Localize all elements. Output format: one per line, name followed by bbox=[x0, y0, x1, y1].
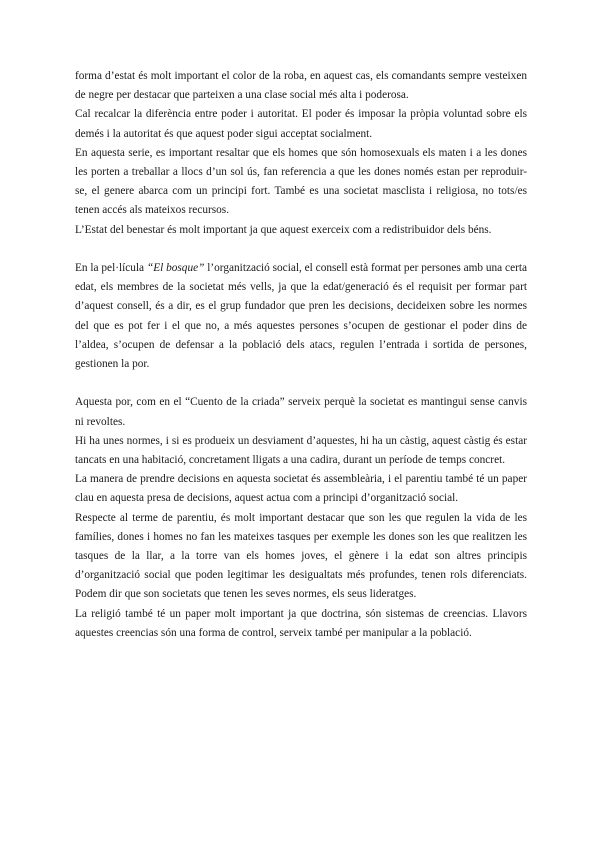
paragraph-religio: La religió també té un paper molt important ja que doctrina, són sistemas de creencias. Llavors aquestes creencias són una forma de control, serveix també per manipular a la població. bbox=[75, 607, 527, 639]
document-body bbox=[75, 67, 527, 643]
paragraph-el-bosque-intro: En la pel·lícula bbox=[75, 262, 147, 275]
paragraph-el-bosque bbox=[75, 259, 527, 374]
paragraph-roba-color: forma d’estat és molt important el color de la roba, en aquest cas, els comandants sempre vesteixen de negre per destacar que parteixen a una clase social més alta i poderosa. bbox=[75, 70, 527, 102]
paragraph-por-criada: Aquesta por, com en el “Cuento de la criada” serveix perquè la societat es mantingui sense canvis ni revoltes. bbox=[75, 396, 527, 428]
paragraph-gap bbox=[75, 240, 527, 259]
paragraph-gap bbox=[75, 374, 527, 393]
paragraph-estat-benestar: L’Estat del benestar és molt important ja que aquest exerceix com a redistribuidor dels béns. bbox=[75, 223, 492, 236]
paragraph-el-bosque-body: l’organització social, el consell està format per persones amb una certa edat, els membres de la societat més vells, ja que la edat/generació és el requisit per formar part d’aquest consell, és a dir, es el grup fundador que pren les decisions, decideixen sobre les normes del que es pot fer i el que no, a més aquestes persones s’ocupen de gestionar el poder dins de l’aldea, s’ocupen de defensar a la població dels atacs, regulen l’entrada i sortida de persones, gestionen la por. bbox=[75, 262, 527, 371]
paragraph-decisions-assemblearia: La manera de prendre decisions en aquesta societat és assembleària, i el parentiu també té un paper clau en aquesta presa de decisions, aquest actua com a principi d’organització social. bbox=[75, 473, 527, 505]
paragraph-poder-autoritat: Cal recalcar la diferència entre poder i autoritat. El poder és imposar la pròpia voluntad sobre els demés i la autoritat és que aquest poder sigui acceptat socialment. bbox=[75, 108, 527, 140]
paragraph-parentiu: Respecte al terme de parentiu, és molt important destacar que son les que regulen la vida de les famílies, dones i homes no fan les mateixes tasques per exemple les dones son les que realitzen les tasques de la llar, a la torre van els homes joves, el gènere i la edat son altres principis d’organització social que poden legitimar les desigualtats més profundes, tenen rols diferenciats. Podem dir que son societats que tenen les seves normes, els seus lideratges. bbox=[75, 511, 527, 601]
film-title-el-bosque: “El bosque” bbox=[146, 262, 205, 275]
paragraph-normes-castig: Hi ha unes normes, i si es produeix un desviament d’aquestes, hi ha un càstig, aquest càstig és estar tancats en una habitació, concretament lligats a una cadira, durant un període de temps concret. bbox=[75, 434, 527, 467]
paragraph-serie-homes-dones: En aquesta serie, es important resaltar que els homes que són homosexuals els maten i a les dones les porten a treballar a llocs d’un sol ús, fan referencia a que les dones només estan per reproduir-se, el genere abarca com un principi fort. També es una societat masclista i religiosa, no tots/es tenen accés als mateixos recursos. bbox=[75, 146, 527, 217]
